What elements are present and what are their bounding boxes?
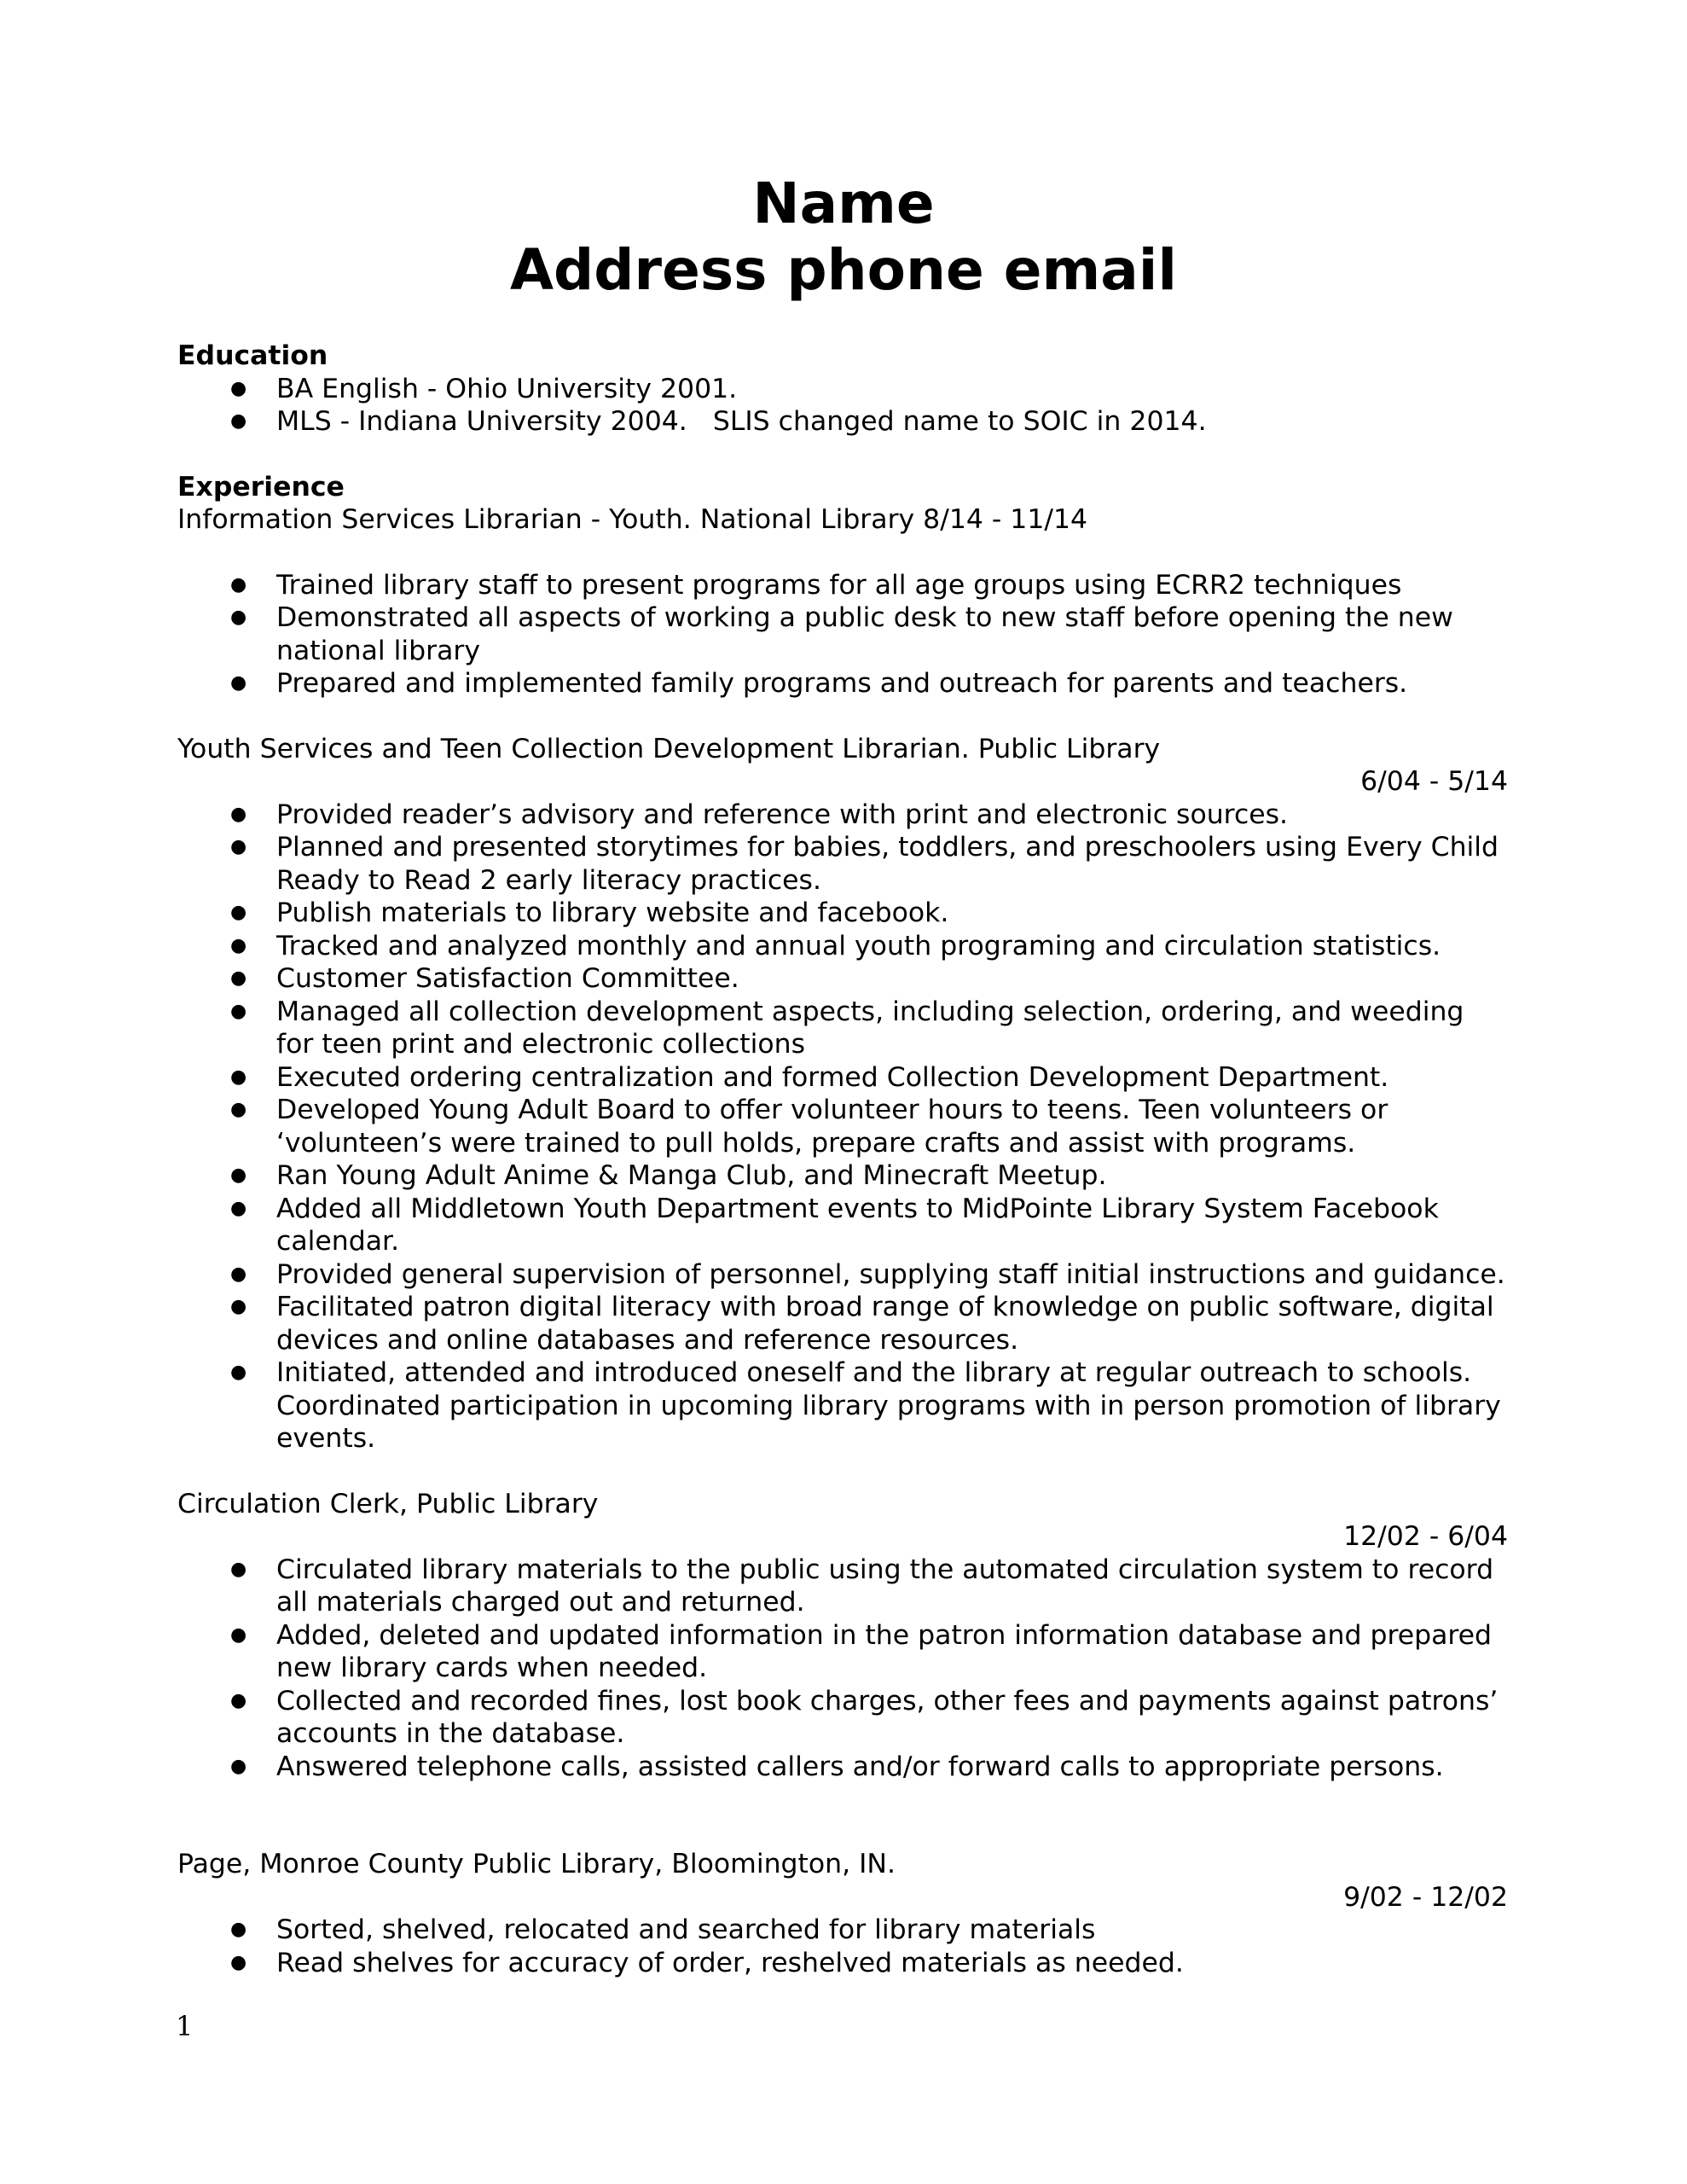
- job-bullet: ● Provided reader’s advisory and reference with print and electronic sources.: [230, 799, 1289, 830]
- bullet-icon: ●: [230, 573, 247, 595]
- bullet-icon: ●: [230, 607, 247, 628]
- bullet-icon: ●: [230, 1623, 247, 1646]
- job-bullet: ● Facilitated patron digital literacy with broad range of knowledge on public software, digital devices and online databases and reference resources.: [230, 1292, 1494, 1356]
- job-bullet: ● Read shelves for accuracy of order, reshelved materials as needed.: [230, 1947, 1184, 1978]
- resume-name: Name: [752, 171, 935, 236]
- job-bullet: ● Ran Young Adult Anime & Manga Club, and Minecraft Meetup.: [230, 1160, 1107, 1191]
- bullet-icon: ●: [230, 934, 247, 956]
- job-title: Information Services Librarian - Youth. National Library 8/14 - 11/14: [177, 504, 1088, 535]
- job-bullet: ● Managed all collection development aspects, including selection, ordering, and weeding for teen print and electronic collections: [230, 996, 1464, 1060]
- job-title: Page, Monroe County Public Library, Bloomington, IN.: [177, 1849, 896, 1879]
- job-title: Youth Services and Teen Collection Development Librarian. Public Library: [177, 733, 1161, 764]
- job-bullet: ● Added, deleted and updated information in the patron information database and prepared new library cards when needed.: [230, 1619, 1493, 1683]
- job-bullet: ● Developed Young Adult Board to offer volunteer hours to teens. Teen volunteers or ‘volunteen’s were trained to pull holds, prepare crafts and assist with programs.: [230, 1095, 1388, 1159]
- job-title: Circulation Clerk, Public Library: [177, 1488, 599, 1519]
- bullet-icon: ●: [230, 1099, 247, 1120]
- bullet-icon: ●: [230, 1689, 247, 1711]
- bullet-icon: ●: [230, 967, 247, 989]
- bullet-icon: ●: [230, 1951, 247, 1973]
- job-bullets: [177, 569, 1508, 700]
- job-bullet: ● Collected and recorded fines, lost book charges, other fees and payments against patrons’ accounts in the database.: [230, 1685, 1499, 1749]
- job-bullet: ● Demonstrated all aspects of working a public desk to new staff before opening the new national library: [230, 602, 1453, 666]
- bullet-icon: ●: [230, 672, 247, 694]
- job-bullet: ● Tracked and analyzed monthly and annual youth programing and circulation statistics.: [230, 930, 1441, 961]
- resume-body: [177, 340, 1508, 1979]
- bullet-icon: ●: [230, 377, 247, 399]
- job-bullet: ● Trained library staff to present programs for all age groups using ECRR2 techniques: [230, 569, 1402, 601]
- job-bullet: ● Executed ordering centralization and formed Collection Development Department.: [230, 1061, 1389, 1093]
- bullet-icon: ●: [230, 410, 247, 432]
- job-bullet: ● Publish materials to library website and facebook.: [230, 897, 949, 928]
- job-bullet: ● Initiated, attended and introduced oneself and the library at regular outreach to schools. Coordinated participation in upcoming library programs with in person promotion of library events.: [230, 1357, 1501, 1454]
- job-dates: 9/02 - 12/02: [1343, 1881, 1508, 1913]
- education-item: ● BA English - Ohio University 2001.: [230, 373, 738, 404]
- job-bullets: [177, 799, 1508, 1455]
- job-bullet: ● Provided general supervision of personnel, supplying staff initial instructions and guidance.: [230, 1258, 1505, 1290]
- bullet-icon: ●: [230, 836, 247, 857]
- bullet-icon: ●: [230, 1000, 247, 1022]
- education-heading: Education: [177, 340, 328, 371]
- bullet-icon: ●: [230, 803, 247, 825]
- bullet-icon: ●: [230, 1296, 247, 1317]
- bullet-icon: ●: [230, 1066, 247, 1088]
- education-list: [177, 373, 1508, 439]
- job-bullets: [177, 1554, 1508, 1784]
- job-bullet: ● Added all Middletown Youth Department events to MidPointe Library System Facebook calendar.: [230, 1193, 1439, 1257]
- job-bullet: ● Customer Satisfaction Committee.: [230, 963, 739, 994]
- job-bullet: ● Answered telephone calls, assisted callers and/or forward calls to appropriate persons.: [230, 1751, 1444, 1782]
- job-bullet: ● Circulated library materials to the public using the automated circulation system to record all materials charged out and returned.: [230, 1554, 1494, 1618]
- bullet-icon: ●: [230, 1362, 247, 1383]
- bullet-icon: ●: [230, 1263, 247, 1285]
- job-bullet: ● Planned and presented storytimes for babies, toddlers, and preschoolers using Every Child Ready to Read 2 early literacy practices.: [230, 832, 1499, 896]
- job-dates: 12/02 - 6/04: [1343, 1521, 1508, 1552]
- bullet-icon: ●: [230, 902, 247, 923]
- bullet-icon: ●: [230, 1558, 247, 1580]
- education-item: ● MLS - Indiana University 2004. SLIS changed name to SOIC in 2014.: [230, 406, 1207, 437]
- page-number: 1: [176, 2010, 194, 2042]
- job-bullet: ● Prepared and implemented family programs and outreach for parents and teachers.: [230, 668, 1408, 699]
- resume-contact: Address phone email: [509, 237, 1178, 303]
- resume-header: [0, 171, 1687, 304]
- job-bullet: ● Sorted, shelved, relocated and searched for library materials: [230, 1914, 1096, 1945]
- experience-heading: Experience: [177, 471, 345, 502]
- bullet-icon: ●: [230, 1197, 247, 1219]
- bullet-icon: ●: [230, 1165, 247, 1186]
- bullet-icon: ●: [230, 1755, 247, 1777]
- job-dates: 6/04 - 5/14: [1360, 766, 1508, 797]
- bullet-icon: ●: [230, 1919, 247, 1940]
- job-bullets: [177, 1914, 1508, 1979]
